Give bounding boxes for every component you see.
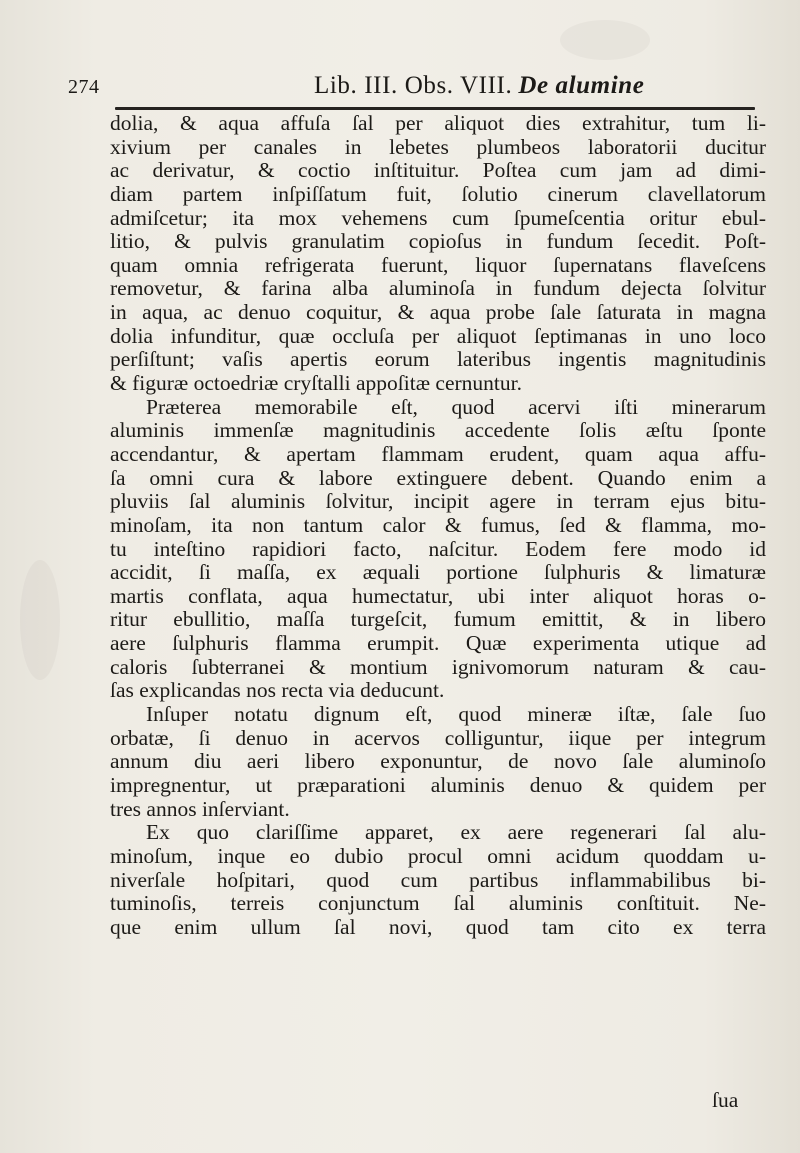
text-line: tu inteſtino rapidiori facto, naſcitur. Eodem fere modo id [110,536,766,561]
text-line: & figuræ octoedriæ cryſtalli appoſitæ cernuntur. [110,371,522,396]
text-line: Inſuper notatu dignum eſt, quod mineræ iſtæ, ſale ſuo [146,702,766,727]
running-head-topic: De alumine [518,72,645,99]
text-line: ac derivatur, & coctio inſtituitur. Poſtea cum jam ad dimi- [110,158,766,183]
text-line: in aqua, ac denuo coquitur, & aqua probe ſale ſaturata in magna [110,300,766,325]
text-line: que enim ullum ſal novi, quod tam cito ex terra [110,914,766,939]
text-line: ſas explicandas nos recta via deducunt. [110,678,445,703]
text-line: aluminis immenſæ magnitudinis accedente ſolis æſtu ſponte [110,418,766,443]
text-line: pluviis ſal aluminis ſolvitur, incipit agere in terram ejus bitu- [110,489,766,514]
text-line: dolia, & aqua affuſa ſal per aliquot dies extrahitur, tum li- [110,111,766,135]
text-line: niverſale hoſpitari, quod cum partibus inflammabilibus bi- [110,867,766,892]
text-line: aere ſulphuris flamma erumpit. Quæ experimenta utique ad [110,631,766,656]
text-line: tres annos inſerviant. [110,796,290,821]
text-line: tuminoſis, terreis conjunctum ſal aluminis conſtituit. Ne- [110,891,766,916]
text-body [110,112,766,939]
text-line: accendantur, & apertam flammam erudent, quam aqua affu- [110,441,766,466]
paper-stain [20,560,60,680]
text-line: orbatæ, ſi denuo in acervos colliguntur, iique per integrum [110,725,766,750]
text-line: litio, & pulvis granulatim copioſus in fundum ſecedit. Poſt- [110,229,766,254]
text-line: perſiſtunt; vaſis apertis eorum lateribus ingentis magnitudinis [110,347,766,372]
header-rule [115,107,755,110]
text-line: annum diu aeri libero exponuntur, de novo ſale aluminoſo [110,749,766,774]
text-line: accidit, ſi maſſa, ex æquali portione ſulphuris & limaturæ [110,560,766,585]
text-line: xivium per canales in lebetes plumbeos laboratorii ducitur [110,134,766,159]
text-line: quam omnia refrigerata fuerunt, liquor ſupernatans flaveſcens [110,252,766,277]
text-line: removetur, & farina alba aluminoſa in fundum dejecta ſolvitur [110,276,766,301]
paper-stain [560,20,650,60]
text-line: dolia infunditur, quæ occluſa per aliquot ſeptimanas in uno loco [110,323,766,348]
text-line: ſa omni cura & labore extinguere debent. Quando enim a [110,465,766,490]
catchword: ſua [712,1088,739,1112]
text-line: ritur ebullitio, maſſa turgeſcit, fumum emittit, & in libero [110,607,766,632]
text-line: martis conflata, aqua humectatur, ubi inter aliquot horas o- [110,583,766,608]
running-head [314,72,644,100]
text-line: diam partem inſpiſſatum fuit, ſolutio cinerum clavellatorum [110,181,766,206]
text-line: Ex quo clariſſime apparet, ex aere regenerari ſal alu- [146,820,766,845]
text-line: Præterea memorabile eſt, quod acervi iſti minerarum [146,394,766,419]
text-line: minoſum, inque eo dubio procul omni acidum quoddam u- [110,843,766,868]
text-line: minoſam, ita non tantum calor & fumus, ſed & flamma, mo- [110,512,766,537]
running-head-label: Lib. III. Obs. VIII. [314,72,513,99]
page-number: 274 [68,76,100,98]
text-line: caloris ſubterranei & montium ignivomorum naturam & cau- [110,654,766,679]
text-line: impregnentur, ut præparationi aluminis denuo & quidem per [110,772,766,797]
page-header [68,72,768,102]
text-line: admiſcetur; ita mox vehemens cum ſpumeſcentia oritur ebul- [110,205,766,230]
